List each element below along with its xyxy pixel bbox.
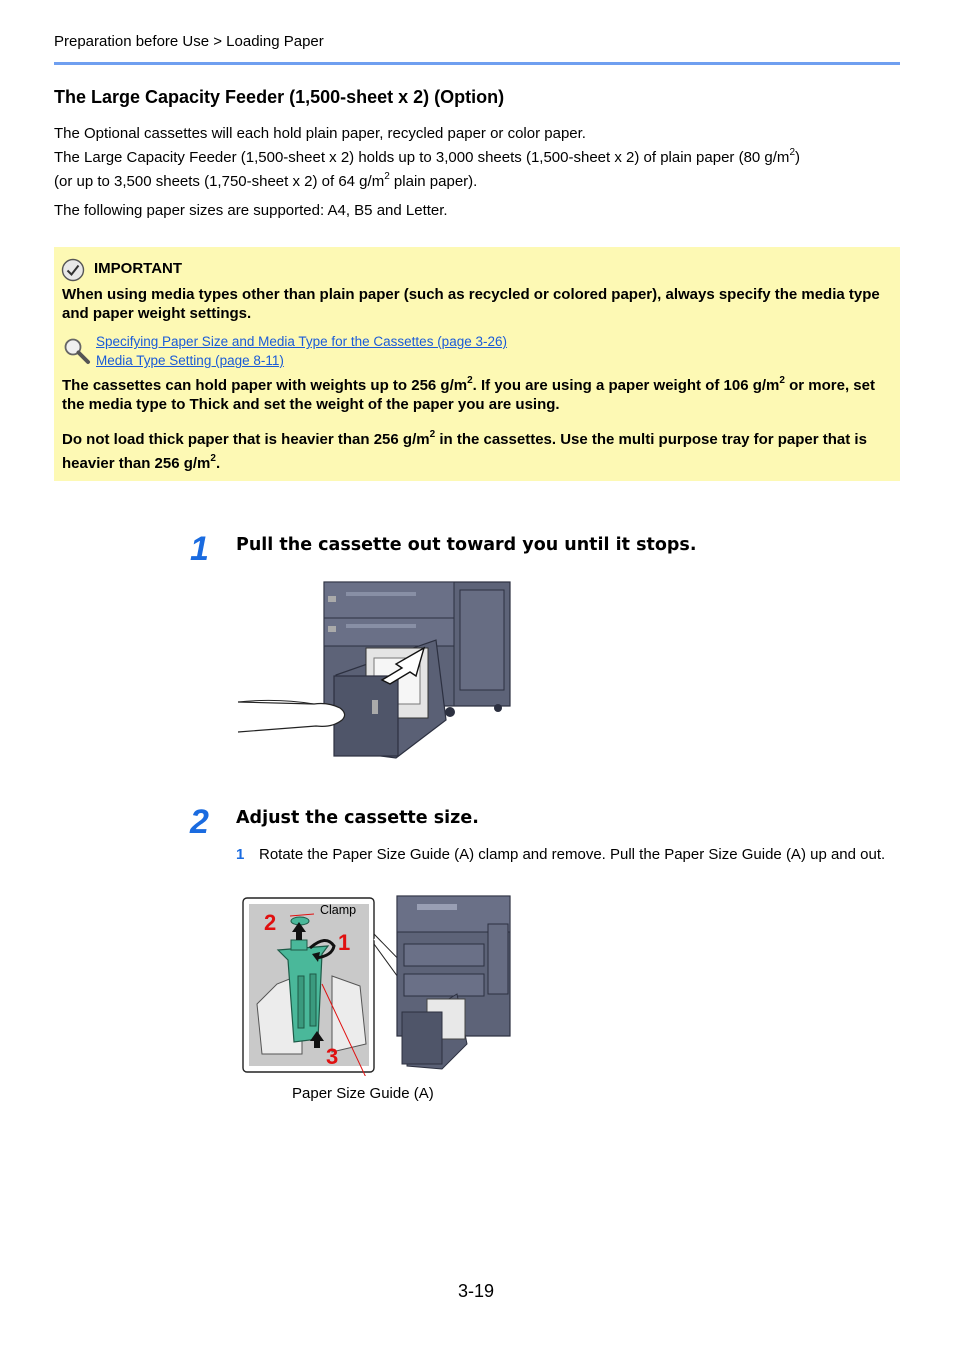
reference-link-paper-size[interactable]: Specifying Paper Size and Media Type for the Cassettes (page 3-26) xyxy=(96,334,507,349)
callout-2: 2 xyxy=(264,910,277,935)
intro-paragraph-4: The following paper sizes are supported: A4, B5 and Letter. xyxy=(54,202,448,219)
callout-3: 3 xyxy=(326,1044,339,1069)
callout-1: 1 xyxy=(338,930,351,955)
important-warning-3: Do not load thick paper that is heavier than 256 $g/m^2$ in the cassettes. Use the multi purpose tray for paper that is heavier than 256 $g/m^2$. xyxy=(62,429,867,472)
cassette-pull-illustration xyxy=(236,580,512,760)
step-text-1: Pull the cassette out toward you until it stops. xyxy=(236,535,697,555)
clamp-label: Clamp xyxy=(320,903,357,917)
section-title: The Large Capacity Feeder (1,500-sheet x 2) (Option) xyxy=(54,87,505,107)
substep-text-1: Rotate the Paper Size Guide (A) clamp and remove. Pull the Paper Size Guide (A) up and out. xyxy=(259,846,886,863)
substep-number-1: 1 xyxy=(236,846,245,863)
step-number-1: 1 xyxy=(190,530,209,568)
paper-size-guide-caption: Paper Size Guide (A) xyxy=(292,1085,434,1102)
step-text-2: Adjust the cassette size. xyxy=(236,808,479,828)
intro-paragraph-1: The Optional cassettes will each hold plain paper, recycled paper or color paper. xyxy=(54,125,586,142)
paper-size-guide-illustration xyxy=(242,894,512,1076)
step-number-2: 2 xyxy=(190,803,209,841)
important-warning-2: The cassettes can hold paper with weights up to 256 $g/m^2$. If you are using a paper weight of 106 $g/m^2$ or more, set the media type to Thick and set the weight of the paper you are using. xyxy=(62,375,875,413)
header-rule xyxy=(54,62,900,65)
intro-paragraph-2: The Large Capacity Feeder (1,500-sheet x 2) holds up to 3,000 sheets (1,500-sheet x 2) of plain paper (80 $g/m^2$) xyxy=(54,147,800,166)
important-warning-1: When using media types other than plain paper (such as recycled or colored paper), always specify the media type and paper weight settings. xyxy=(62,286,880,322)
magnifier-icon xyxy=(62,336,92,366)
intro-paragraph-3: (or up to 3,500 sheets (1,750-sheet x 2) of 64 $g/m^2$ plain paper). xyxy=(54,171,478,190)
important-label: IMPORTANT xyxy=(94,260,183,277)
reference-link-media-type[interactable]: Media Type Setting (page 8-11) xyxy=(96,353,284,368)
breadcrumb: Preparation before Use > Loading Paper xyxy=(54,33,324,50)
page-number: 3-19 xyxy=(458,1281,495,1301)
checkmark-icon xyxy=(61,258,85,282)
